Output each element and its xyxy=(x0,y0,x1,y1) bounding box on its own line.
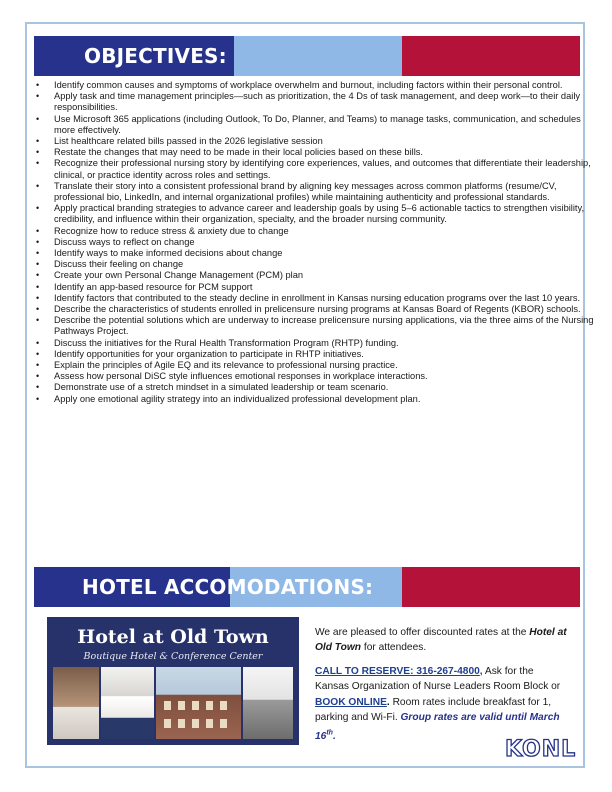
objective-item: • Apply practical branding strategies to advance career and leadership goals by using 5–6 actionable tactics to strengthen visibility, credibility, and influence within their organization, specialty, and the broader nursing community. xyxy=(54,203,594,225)
banner-red-segment xyxy=(402,567,580,607)
objective-item: • Discuss the initiatives for the Rural Health Transformation Program (RHTP) funding. xyxy=(54,338,594,349)
objective-item: • Identify an app-based resource for PCM support xyxy=(54,282,594,293)
objectives-list xyxy=(34,80,594,405)
objectives-title: OBJECTIVES: xyxy=(84,44,227,68)
kitchen-photo xyxy=(243,667,293,739)
hotel-banner xyxy=(34,567,580,607)
objective-item: • Apply one emotional agility strategy into an individualized professional development plan. xyxy=(54,394,594,405)
objective-item: • Restate the changes that may need to be made in their local policies based on these bills. xyxy=(54,147,594,158)
objective-item: • Identify ways to make informed decisions about change xyxy=(54,248,594,259)
room-photo xyxy=(101,667,155,739)
objective-item: • Identify factors that contributed to the steady decline in enrollment in Kansas nursing education programs over the last 10 years. xyxy=(54,293,594,304)
objective-item: • Discuss their feeling on change xyxy=(54,259,594,270)
objectives-banner xyxy=(34,36,580,76)
hotel-image-name: Hotel at Old Town xyxy=(77,626,269,648)
objective-item: • Explain the principles of Agile EQ and its relevance to professional nursing practice. xyxy=(54,360,594,371)
objective-item: • Recognize how to reduce stress & anxiety due to change xyxy=(54,226,594,237)
hotel-intro: We are pleased to offer discounted rates at the Hotel at Old Town for attendees. xyxy=(315,627,567,654)
konl-logo: KONL xyxy=(505,737,577,762)
objective-item: • Describe the potential solutions which are underway to increase prelicensure nursing applications, via the three aims of the Nursing Pathways Project. xyxy=(54,315,594,337)
objective-item: • Apply task and time management principles—such as prioritization, the 4 Ds of task management, and deep work—to their daily responsibilities. xyxy=(54,91,594,113)
group-rates-note: Group rates are valid until March 16th. xyxy=(315,712,560,742)
lobby-photo xyxy=(53,667,99,739)
objective-item: • List healthcare related bills passed in the 2026 legislative session xyxy=(54,136,594,147)
hotel-image xyxy=(47,617,299,745)
reservation-details: CALL TO RESERVE: 316-267-4800, Ask for the Kansas Organization of Nurse Leaders Room Block or BOOK ONLINE. Room rates include breakfast for 1, parking and Wi-Fi. Group rates are valid until March 16th. xyxy=(315,665,561,742)
objective-item: • Demonstrate use of a stretch mindset in a simulated leadership or team scenario. xyxy=(54,382,594,393)
objective-item: • Translate their story into a consistent professional brand by aligning key messages across common platforms (resume/CV, professional bio, LinkedIn, and internal organizational profiles) while maintaining authenticity and professional standards. xyxy=(54,181,594,203)
objective-item: • Discuss ways to reflect on change xyxy=(54,237,594,248)
hotel-image-subtitle: Boutique Hotel & Conference Center xyxy=(83,651,263,662)
objective-item: • Assess how personal DiSC style influences emotional responses in workplace interactions. xyxy=(54,371,594,382)
hotel-name-text: Hotel at Old Town xyxy=(315,627,567,654)
objective-item: • Use Microsoft 365 applications (including Outlook, To Do, Planner, and Teams) to manage tasks, communication, and schedules more effectively. xyxy=(54,114,594,136)
banner-red-segment xyxy=(402,36,580,76)
objective-item: • Describe the characteristics of students enrolled in prelicensure nursing programs at Kansas Board of Regents (KBOR) schools. xyxy=(54,304,594,315)
objective-item: • Recognize their professional nursing story by identifying core experiences, values, and outcomes that differentiate their leadership, clinical, or practice identity across roles and settings. xyxy=(54,158,594,180)
hotel-title: HOTEL ACCOMODATIONS: xyxy=(82,575,374,599)
book-online-link[interactable]: BOOK ONLINE xyxy=(315,696,387,708)
objective-item: • Create your own Personal Change Management (PCM) plan xyxy=(54,270,594,281)
building-photo xyxy=(156,667,241,739)
banner-light-segment xyxy=(234,36,402,76)
objective-item: • Identify opportunities for your organization to participate in RHTP initiatives. xyxy=(54,349,594,360)
call-to-reserve-link[interactable]: CALL TO RESERVE: 316-267-4800 xyxy=(315,665,480,677)
objective-item: • Identify common causes and symptoms of workplace overwhelm and burnout, including factors within their personal control. xyxy=(54,80,594,91)
hotel-info xyxy=(315,625,570,752)
hotel-photo-strip xyxy=(53,667,293,739)
